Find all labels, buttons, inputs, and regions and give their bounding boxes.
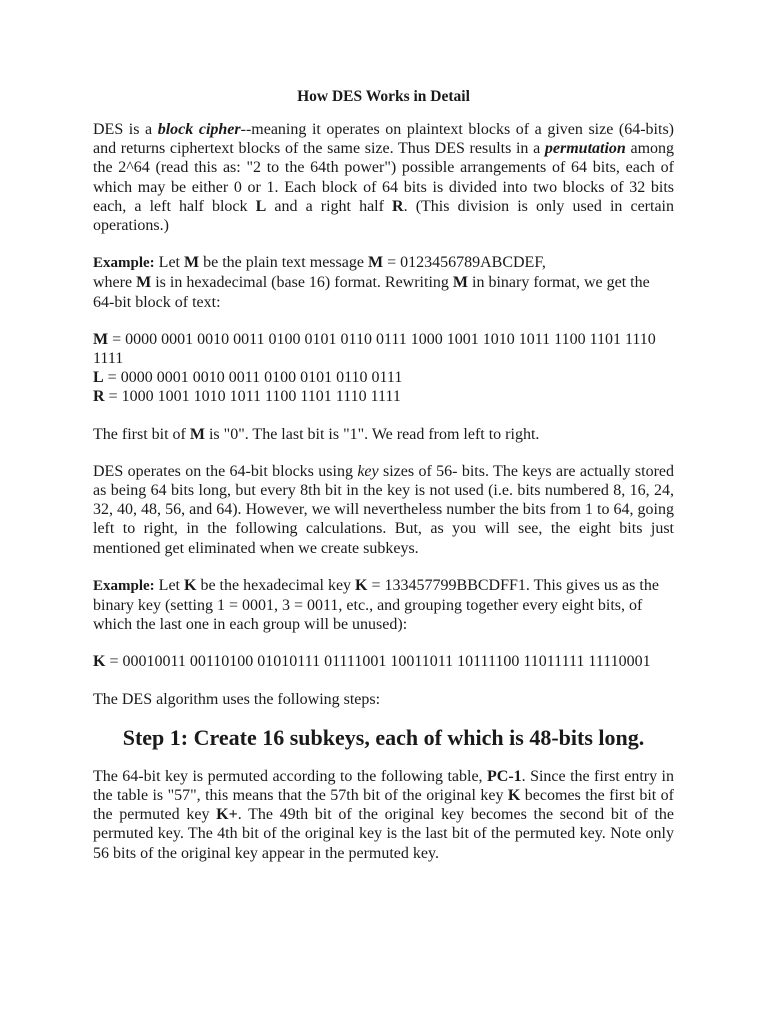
- symbol-L: L: [255, 197, 267, 215]
- key-size-paragraph: DES operates on the 64-bit blocks using key sizes of 56- bits. The keys are actually stored as being 64 bits long, but every 8th bit in the key is not used (i.e. bits numbered 8, 16, 24, 32, 40, 48, 56, and 64). However, we will nevertheless number the bits from 1 to 64, going left to right, in the following calculations. But, as you will see, the eight bits just mentioned get eliminated when we create subkeys.: [93, 462, 674, 557]
- binary-R-value: = 1000 1001 1010 1011 1100 1101 1110 1111: [104, 388, 401, 406]
- example-key-paragraph: Example: Let K be the hexadecimal key K = 133457799BBCDFF1. This gives us as the binary key (setting 1 = 0001, 3 = 0011, etc., and grouping together every eight bits, of which the last one in each group will be unused):: [93, 576, 659, 634]
- table-name-pc1: PC-1: [487, 767, 522, 785]
- binary-key-block: K = 00010011 00110100 01010111 01111001 10011011 10111100 11011111 11110001: [93, 653, 651, 671]
- binary-M-value: = 0000 0001 0010 0011 0100 0101 0110 0111 1000 1001 1010 1011 1100 1101 1110 1111: [93, 330, 656, 368]
- example-message-paragraph: Example: Let M be the plain text message M = 0123456789ABCDEF, where M is in hexadecimal (base 16) format. Rewriting M in binary format, we get the 64-bit block of text:: [93, 254, 650, 311]
- steps-intro: The DES algorithm uses the following steps:: [93, 690, 381, 708]
- binary-message-block: M = 0000 0001 0010 0011 0100 0101 0110 0111 1000 1001 1010 1011 1100 1101 1110 1111 L = 0000 0001 0010 0011 0100 0101 0110 0111 R = 1000 1001 1010 1011 1100 1101 1110 1111: [93, 330, 656, 406]
- pc1-paragraph: The 64-bit key is permuted according to the following table, PC-1. Since the first entry in the table is "57", this means that the 57th bit of the original key K becomes the first bit of the permuted key K+. The 49th bit of the original key becomes the second bit of the permuted key. The 4th bit of the original key is the last bit of the permuted key. Note only 56 bits of the original key appear in the permuted key.: [93, 767, 675, 862]
- example-label: Example:: [93, 255, 155, 272]
- symbol-R: R: [392, 197, 404, 215]
- binary-L-value: = 0000 0001 0010 0011 0100 0101 0110 0111: [103, 369, 403, 387]
- term-permutation: permutation: [544, 140, 626, 158]
- document-title: How DES Works in Detail: [297, 88, 470, 105]
- example-label: Example:: [93, 577, 155, 594]
- first-bit-paragraph: The first bit of M is "0". The last bit is "1". We read from left to right.: [93, 425, 540, 443]
- term-block-cipher: block cipher: [157, 121, 241, 138]
- intro-paragraph: DES is a block cipher--meaning it operates on plaintext blocks of a given size (64-bits) and returns ciphertext blocks of the same size. Thus DES results in a permutation among the 2^64 (read this as: "2 to the 64th power") possible arrangements of 64 bits, each of which may be either 0 or 1. Each block of 64 bits is divided into two blocks of 32 bits each, a left half block L and a right half R. (This division is only used in certain operations.): [93, 121, 675, 235]
- term-key: key: [357, 462, 379, 480]
- binary-K-value: = 00010011 00110100 01010111 01111001 10011011 10111100 11011111 11110001: [105, 653, 651, 671]
- step-1-heading: Step 1: Create 16 subkeys, each of which is 48-bits long.: [122, 724, 645, 750]
